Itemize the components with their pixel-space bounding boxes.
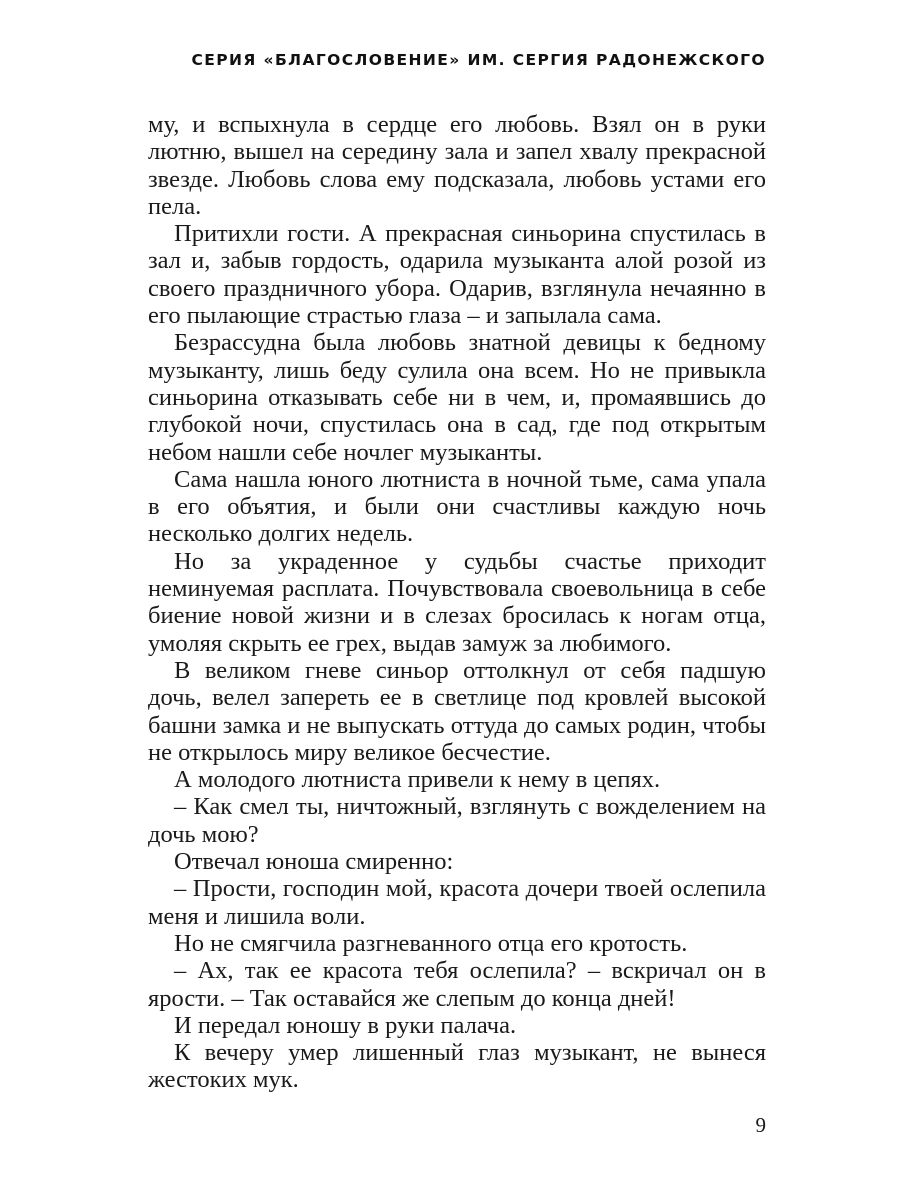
paragraph: Но не смягчила разгневанного отца его кротость. — [174, 929, 688, 957]
paragraph: А молодого лютниста привели к нему в цепях. — [174, 766, 661, 794]
paragraph: – Как смел ты, ничтожный, взглянуть с вожделением на дочь мою? — [148, 793, 766, 848]
running-header: СЕРИЯ «БЛАГОСЛОВЕНИЕ» ИМ. СЕРГИЯ РАДОНЕЖСКОГО — [191, 51, 766, 69]
page-number: 9 — [755, 1113, 766, 1137]
paragraph: Безрассудна была любовь знатной девицы к бедному музыканту, лишь беду сулила она всем. Но не привыкла синьорина отказывать себе ни в чем, и, промаявшись до глубокой ночи, спустилась она в сад, где под открытым небом нашли себе ночлег музыканты. — [148, 329, 766, 466]
paragraph: – Прости, господин мой, красота дочери твоей ослепила меня и лишила воли. — [148, 875, 766, 930]
paragraph: Притихли гости. А прекрасная синьорина спустилась в зал и, забыв гордость, одарила музыканта алой розой из своего праздничного убора. Одарив, взглянула нечаянно в его пылающие страстью глаза – и запылала сама. — [148, 220, 766, 330]
paragraph: Сама нашла юного лютниста в ночной тьме, сама упала в его объятия, и были они счастливы каждую ночь несколько долгих недель. — [148, 465, 766, 548]
paragraph: Отвечал юноша смиренно: — [174, 848, 454, 876]
paragraph: Но за украденное у судьбы счастье приходит неминуемая расплата. Почувствовала своевольница в себе биение новой жизни и в слезах бросилась к ногам отца, умоляя скрыть ее грех, выдав замуж за любимого. — [148, 547, 766, 657]
paragraph: – Ах, так ее красота тебя ослепила? – вскричал он в ярости. – Так оставайся же слепым до конца дней! — [148, 957, 766, 1012]
paragraph: К вечеру умер лишенный глаз музыкант, не вынеся жестоких мук. — [148, 1039, 766, 1094]
paragraph: В великом гневе синьор оттолкнул от себя падшую дочь, велел запереть ее в светлице под кровлей высокой башни замка и не выпускать оттуда до самых родин, чтобы не открылось миру великое бесчестие. — [148, 656, 766, 766]
paragraph: И передал юношу в руки палача. — [174, 1011, 517, 1039]
body-text — [148, 111, 766, 1094]
paragraph: му, и вспыхнула в сердце его любовь. Взял он в руки лютню, вышел на середину зала и запел хвалу прекрасной звезде. Любовь слова ему подсказала, любовь устами его пела. — [148, 111, 766, 220]
